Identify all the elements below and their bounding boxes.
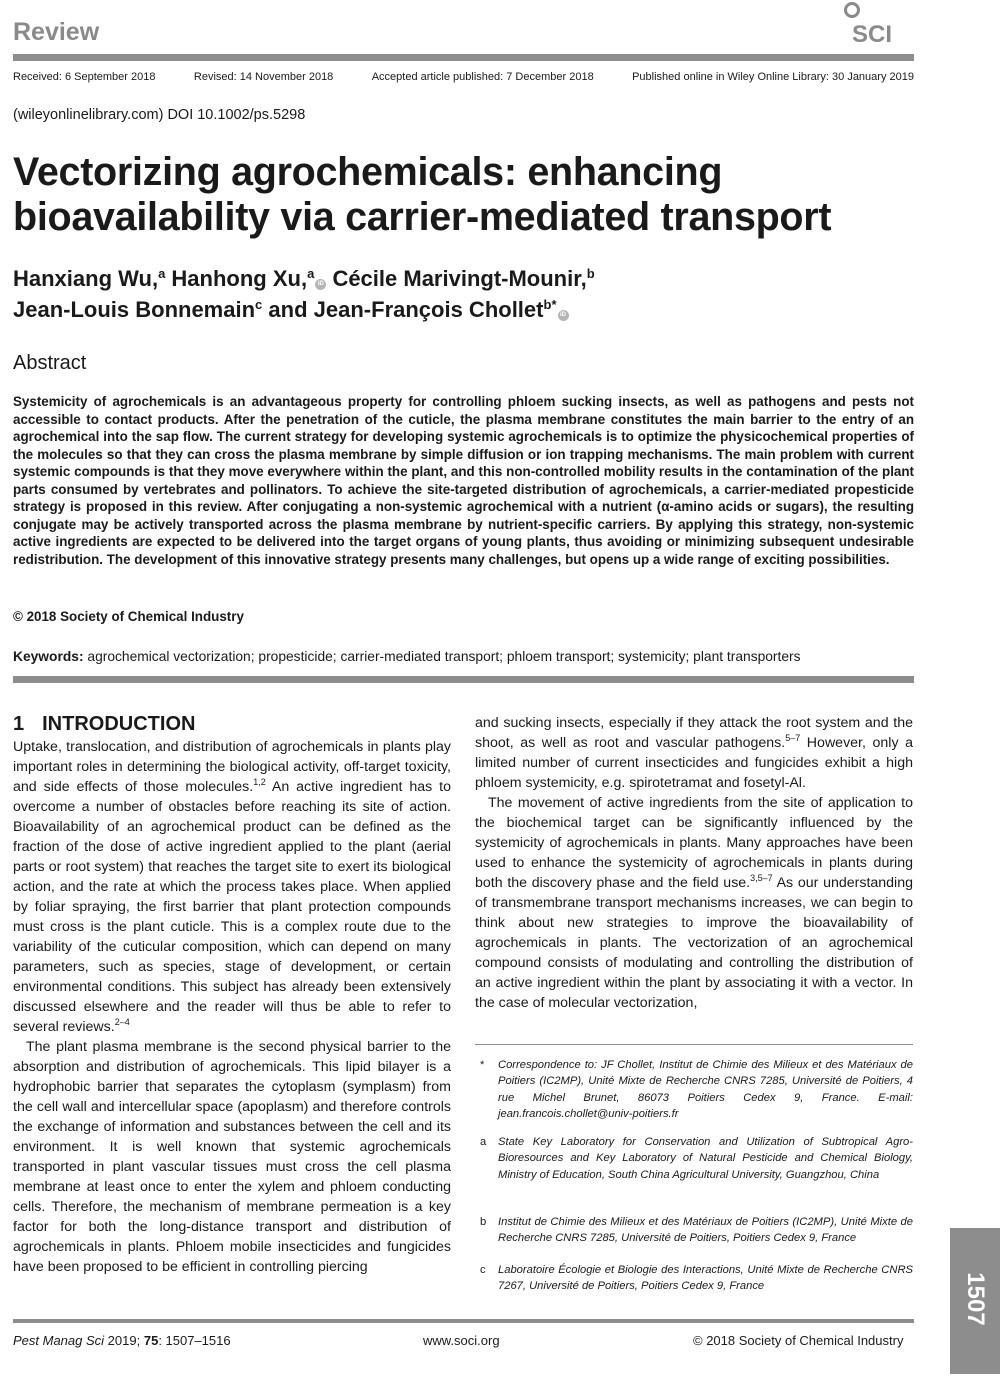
author-conjunction: and	[268, 297, 308, 322]
body-column-right	[475, 713, 913, 1013]
author-name[interactable]: Jean-Louis Bonnemain	[13, 297, 256, 322]
paragraph: and sucking insects, especially if they attack the root system and the shoot, as well as root and vascular pathogens.$^{5-7}$ However, only a limited number of current insecticides and fungicides exhibit a high phloem systemicity, e.g. spirotetramat and fosetyl-Al.	[475, 715, 913, 791]
journal-name: Pest Manag Sci	[13, 1333, 105, 1348]
section-title: INTRODUCTION	[42, 713, 196, 735]
article-title	[13, 150, 933, 240]
author-affiliation-mark: c	[255, 297, 263, 312]
footnote-mark: c	[480, 1264, 486, 1276]
orcid-icon[interactable]: iD	[315, 279, 326, 290]
keywords-text: agrochemical vectorization; propesticide; carrier-mediated transport; phloem transport; systemicity; plant transporters	[87, 649, 801, 664]
journal-volume: 75	[143, 1333, 159, 1348]
footer-citation	[13, 1333, 231, 1348]
paragraph: The plant plasma membrane is the second physical barrier to the absorption and distribution of agrochemicals. This lipid bilayer is a hydrophobic barrier that separates the cytoplasm (symplasm) from the cell wall and intercellular space (apoplasm) and therefore controls the exchange of information and substances between the cell and its environment. It is well known that systemic agrochemicals transported in plant vascular tissues must cross the cell plasma membrane at least once to enter the xylem and phloem conducting cells. Therefore, the mechanism of membrane permeation is a key factor for both the long-distance transport and distribution of agrochemicals in plants. Phloem mobile insecticides and fungicides have been proposed to be efficient in controlling piercing	[13, 1039, 451, 1275]
section-label: Review	[13, 18, 100, 46]
author-name[interactable]: Jean-François Chollet	[313, 297, 544, 322]
orcid-icon[interactable]: iD	[558, 310, 569, 321]
author-affiliation-mark: b*	[543, 297, 557, 312]
author-affiliation-mark: b	[586, 266, 595, 281]
received-date: Received: 6 September 2018	[13, 71, 156, 83]
footnote-affiliation-b	[480, 1214, 913, 1247]
author-affiliation-mark: a	[307, 266, 315, 281]
publication-dates	[13, 71, 914, 83]
accepted-date: Accepted article published: 7 December 2018	[371, 71, 594, 83]
top-rule	[13, 54, 914, 61]
section-rule	[13, 676, 914, 683]
journal-year: 2019;	[107, 1333, 141, 1348]
published-date: Published online in Wiley Online Library: 30 January 2019	[632, 71, 914, 83]
footnote-text: Institut de Chimie des Milieux et des Matériaux de Poitiers (IC2MP), Unité Mixte de Recherche CNRS 7285, Université de Poitiers, Poitiers Cedex 9, France	[498, 1216, 913, 1245]
revised-date: Revised: 14 November 2018	[193, 71, 334, 83]
citation[interactable]: 3,5–7	[750, 873, 773, 883]
author-name[interactable]: Hanhong Xu,	[171, 266, 308, 291]
footer-url[interactable]: www.soci.org	[423, 1333, 500, 1348]
title-line-1: Vectorizing agrochemicals: enhancing	[13, 150, 723, 194]
footnote-rule	[475, 1044, 913, 1045]
footnote-affiliation-c	[480, 1262, 913, 1295]
section-heading	[13, 713, 195, 736]
doi[interactable]: (wileyonlinelibrary.com) DOI 10.1002/ps.5298	[13, 107, 306, 123]
footnote-mark: *	[480, 1059, 485, 1071]
author-affiliation-mark: a	[158, 266, 166, 281]
citation[interactable]: 1,2	[253, 777, 266, 787]
keywords-label: Keywords:	[13, 649, 84, 664]
footer-rule	[13, 1319, 914, 1323]
citation[interactable]: 5–7	[785, 733, 801, 743]
page-number: 1507	[962, 1272, 989, 1326]
footnote-affiliation-a	[480, 1134, 913, 1183]
paragraph: The movement of active ingredients from the site of application to the biochemical target can be significantly influenced by the systemicity of agrochemicals in plants. Many approaches have been used to enhance the systemicity of agrochemicals in plants during both the discovery phase and the field use.$^{3,5-7}$ As our understanding of transmembrane transport mechanisms increases, we can begin to think about new strategies to improve the bioavailability of agrochemicals in plants. The vectorization of an agrochemical compound consists of modulating and controlling the distribution of an active ingredient within the plant by associating it with a vector. In the case of molecular vectorization,	[475, 795, 913, 1011]
footnote-text: Correspondence to: JF Chollet, Institut de Chimie des Milieux et des Matériaux de Poitiers (IC2MP), Unité Mixte de Recherche CNRS 7285, Université de Poitiers, 4 rue Michel Brunet, 86073 Poitiers Cedex 9, France. E-mail: jean.francois.chollet@univ-poitiers.fr	[498, 1059, 913, 1121]
keywords	[13, 649, 918, 664]
author-list	[13, 263, 933, 325]
author-name[interactable]: Hanxiang Wu,	[13, 266, 159, 291]
author-name[interactable]: Cécile Marivingt-Mounir,	[332, 266, 587, 291]
journal-pages: : 1507–1516	[158, 1333, 231, 1348]
abstract-heading: Abstract	[13, 352, 87, 374]
footnote-text: Laboratoire Écologie et Biologie des Interactions, Unité Mixte de Recherche CNRS 7267, Université de Poitiers, Poitiers Cedex 9, France	[498, 1264, 913, 1293]
citation[interactable]: 2–4	[114, 1017, 130, 1027]
body-column-left	[13, 737, 451, 1277]
logo-text: SCI	[852, 21, 893, 46]
footnote-correspondence	[480, 1057, 913, 1123]
sci-logo	[838, 0, 918, 46]
abstract-copyright: © 2018 Society of Chemical Industry	[13, 609, 244, 624]
footnote-mark: a	[480, 1136, 487, 1148]
abstract-text: Systemicity of agrochemicals is an advantageous property for controlling phloem sucking insects, as well as pathogens and pests not accessible to contact products. After the penetration of the cuticle, the plasma membrane constitutes the main barrier to the entry of an agrochemical into the sap flow. The current strategy for developing systemic agrochemicals is to optimize the physicochemical properties of the molecules so that they can cross the plasma membrane by simple diffusion or ion trapping mechanisms. The main problem with current systemic compounds is that they move everywhere within the plant, and this non-controlled mobility results in the contamination of the plant parts consumed by vertebrates and pollinators. To achieve the site-targeted distribution of agrochemicals, a carrier-mediated propesticide strategy is proposed in this review. After conjugating a non-systemic agrochemical with a nutrient (α-amino acids or sugars), the resulting conjugate may be actively transported across the plasma membrane by nutrient-specific carriers. By applying this strategy, non-systemic active ingredients are expected to be delivered into the target organs of young plants, thus avoiding or minimizing subsequent undesirable redistribution. The development of this innovative strategy presents many challenges, but opens up a wide range of exciting possibilities.	[13, 394, 914, 567]
footer-copyright: © 2018 Society of Chemical Industry	[693, 1333, 904, 1348]
section-number: 1	[13, 713, 25, 735]
footnote-text: State Key Laboratory for Conservation and Utilization of Subtropical Agro-Bioresources and Key Laboratory of Natural Pesticide and Chemical Biology, Ministry of Education, South China Agricultural University, Guangzhou, China	[498, 1136, 913, 1181]
title-line-2: bioavailability via carrier-mediated transport	[13, 195, 832, 239]
paragraph: Uptake, translocation, and distribution of agrochemicals in plants play important roles in determining the biological activity, off-target toxicity, and side effects of those molecules.$^{1,2}$ An active ingredient has to overcome a number of obstacles before reaching its site of action. Bioavailability of an agrochemical product can be defined as the fraction of the dose of active ingredient applied to the plant (aerial parts or root system) that reaches the target site to exert its biological action, and the rate at which the process takes place. When applied by foliar spraying, the first barrier that plant protection compounds must cross is the plant cuticle. This is a complex route due to the variability of the cuticular composition, which can depend on many parameters, such as species, stage of development, or certain environmental conditions. This subject has already been extensively discussed elsewhere and the reader will thus be able to refer to several reviews.$^{2-4}$	[13, 739, 451, 1035]
footnote-mark: b	[480, 1216, 487, 1228]
